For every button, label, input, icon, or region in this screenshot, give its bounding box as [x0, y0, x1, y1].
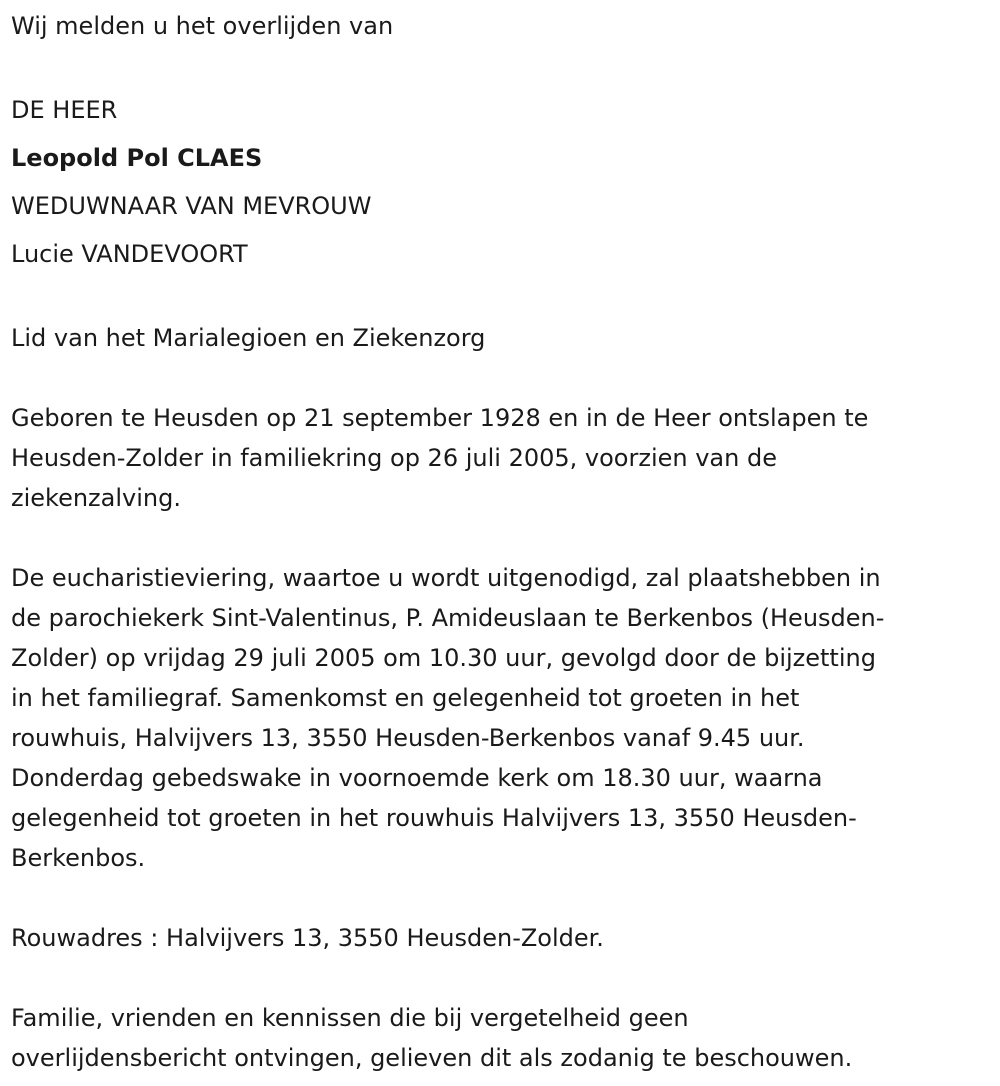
widower-of-label: WEDUWNAAR VAN MEVROUW [11, 192, 372, 220]
paragraph-line: Berkenbos. [11, 844, 146, 872]
ceremony-paragraph [11, 558, 986, 878]
mourning-address: Rouwadres : Halvijvers 13, 3550 Heusden-Zolder. [11, 924, 604, 952]
closing-paragraph [11, 998, 986, 1078]
paragraph-line: Donderdag gebedswake in voornoemde kerk om 18.30 uur, waarna [11, 764, 823, 792]
spacer [11, 518, 986, 558]
spacer [11, 46, 986, 86]
spouse-name: Lucie VANDEVOORT [11, 240, 248, 268]
membership-text: Lid van het Marialegioen en Ziekenzorg [11, 324, 486, 352]
paragraph-line: ziekenzalving. [11, 484, 181, 512]
paragraph-line: gelegenheid tot groeten in het rouwhuis Halvijvers 13, 3550 Heusden- [11, 804, 857, 832]
honorific-title: DE HEER [11, 96, 118, 124]
birth-death-paragraph [11, 398, 986, 518]
paragraph-line: in het familiegraf. Samenkomst en gelegenheid tot groeten in het [11, 684, 800, 712]
deceased-name: Leopold Pol CLAES [11, 144, 263, 172]
death-notice [11, 6, 986, 1078]
paragraph-line: Familie, vrienden en kennissen die bij vergetelheid geen [11, 1004, 689, 1032]
spacer [11, 278, 986, 318]
paragraph-line: overlijdensbericht ontvingen, gelieven dit als zodanig te beschouwen. [11, 1044, 853, 1072]
paragraph-line: Heusden-Zolder in familiekring op 26 juli 2005, voorzien van de [11, 444, 777, 472]
paragraph-line: Zolder) op vrijdag 29 juli 2005 om 10.30 uur, gevolgd door de bijzetting [11, 644, 876, 672]
spacer [11, 958, 986, 998]
paragraph-line: de parochiekerk Sint-Valentinus, P. Amideuslaan te Berkenbos (Heusden- [11, 604, 885, 632]
spacer [11, 358, 986, 398]
paragraph-line: rouwhuis, Halvijvers 13, 3550 Heusden-Berkenbos vanaf 9.45 uur. [11, 724, 805, 752]
paragraph-line: Geboren te Heusden op 21 september 1928 en in de Heer ontslapen te [11, 404, 869, 432]
intro-text: Wij melden u het overlijden van [11, 12, 394, 40]
paragraph-line: De eucharistieviering, waartoe u wordt uitgenodigd, zal plaatshebben in [11, 564, 881, 592]
spacer [11, 878, 986, 918]
